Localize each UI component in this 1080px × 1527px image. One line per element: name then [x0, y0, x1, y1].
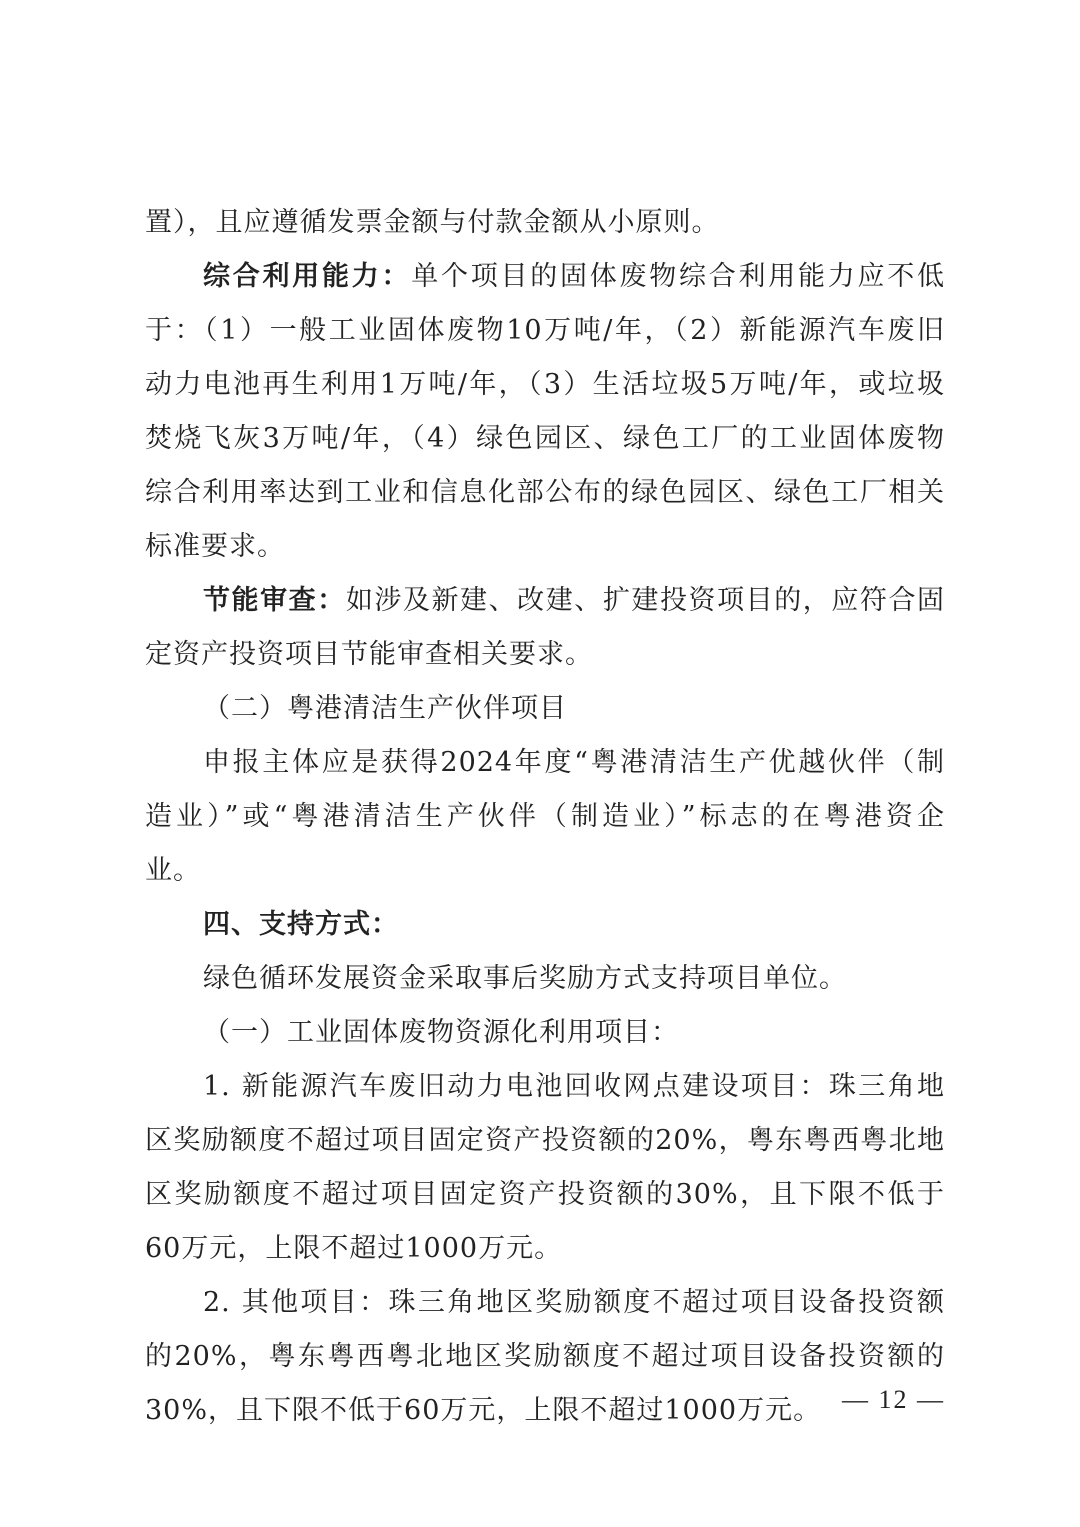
text-line: 2. 其他项目：珠三角地区奖励额度不超过项目设备投资额	[203, 1287, 945, 1318]
section-label: 节能审查：	[203, 585, 346, 616]
text-line: 综合利用率达到工业和信息化部公布的绿色园区、绿色工厂相关	[145, 477, 945, 508]
text-line: 造业）”或“粤港清洁生产伙伴（制造业）”标志的在粤港资企	[145, 801, 945, 832]
document-body	[145, 196, 945, 1438]
text-line: 标准要求。	[145, 531, 285, 562]
text-line: 区奖励额度不超过项目固定资产投资额的20%，粤东粤西粤北地	[145, 1125, 945, 1156]
section-heading: 四、支持方式：	[203, 909, 399, 940]
text-line: 动力电池再生利用1万吨/年，（3）生活垃圾5万吨/年，或垃圾	[145, 369, 945, 400]
text-line: 定资产投资项目节能审查相关要求。	[145, 639, 593, 670]
text-line: 申报主体应是获得2024年度“粤港清洁生产优越伙伴（制	[203, 747, 945, 778]
text-line: 焚烧飞灰3万吨/年，（4）绿色园区、绿色工厂的工业固体废物	[145, 423, 945, 454]
text-line: 的20%，粤东粤西粤北地区奖励额度不超过项目设备投资额的	[145, 1341, 945, 1372]
page-number: — 12 —	[842, 1385, 945, 1414]
text-line: 置），且应遵循发票金额与付款金额从小原则。	[145, 207, 720, 238]
text-span: 单个项目的固体废物综合利用能力应不低	[411, 261, 945, 292]
text-line: 区奖励额度不超过项目固定资产投资额的30%，且下限不低于	[145, 1179, 945, 1210]
subsection-heading: （二）粤港清洁生产伙伴项目	[203, 693, 567, 724]
text-line: 业。	[145, 855, 201, 886]
subsection-heading: （一）工业固体废物资源化利用项目：	[203, 1017, 679, 1048]
text-line: 于：（1）一般工业固体废物10万吨/年，（2）新能源汽车废旧	[145, 315, 945, 346]
text-line: 60万元，上限不超过1000万元。	[145, 1233, 563, 1264]
text-line	[145, 574, 945, 628]
text-line: 绿色循环发展资金采取事后奖励方式支持项目单位。	[203, 963, 847, 994]
text-span: 如涉及新建、改建、扩建投资项目的，应符合固	[345, 585, 946, 616]
text-line: 1. 新能源汽车废旧动力电池回收网点建设项目：珠三角地	[203, 1071, 945, 1102]
text-line: 30%，且下限不低于60万元，上限不超过1000万元。	[145, 1395, 822, 1426]
section-label: 综合利用能力：	[203, 261, 412, 292]
text-line	[145, 250, 945, 304]
